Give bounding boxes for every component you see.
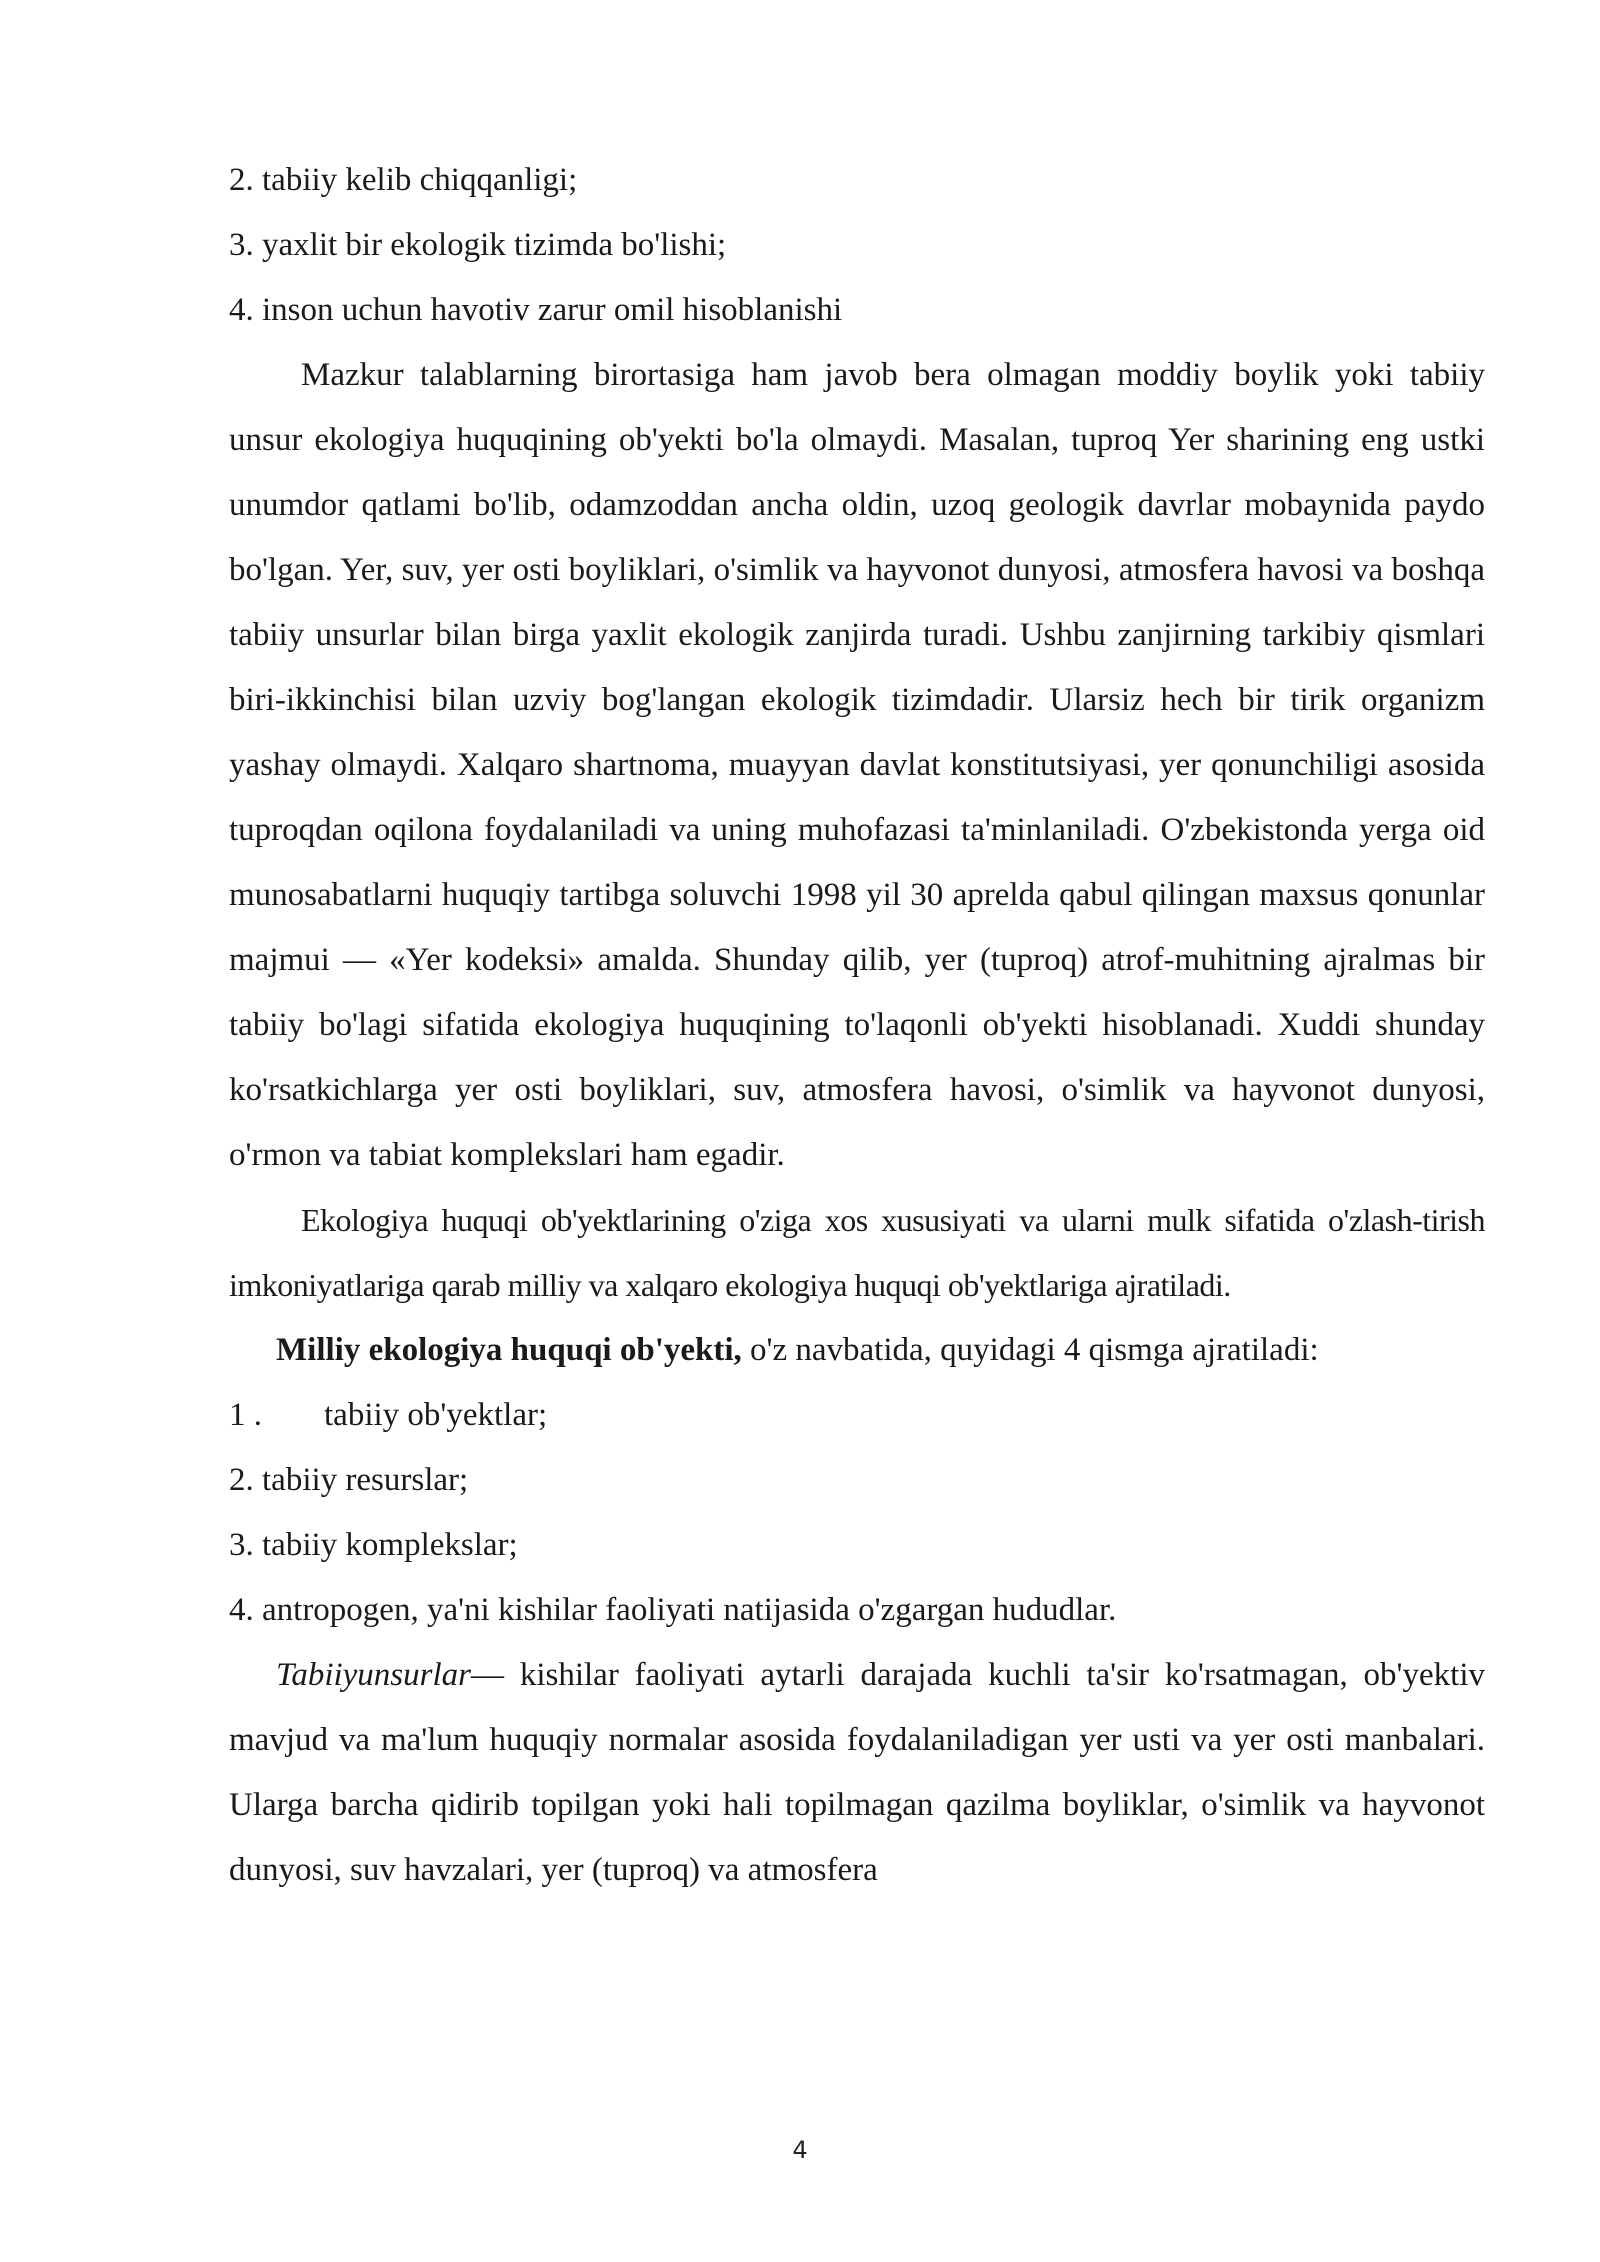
paragraph-text: o'z navbatida, quyidagi 4 qismga ajratiladi:	[741, 1332, 1319, 1368]
list-text: inson uchun havotiv zarur omil hisoblanishi	[262, 292, 843, 328]
list-number: 1 .	[229, 1397, 262, 1433]
list-number: 2.	[229, 1462, 254, 1498]
list-item	[229, 1513, 1485, 1578]
bold-term: Milliy ekologiya huquqi ob'yekti,	[276, 1332, 742, 1368]
list-item	[229, 213, 1485, 278]
body-paragraph-4	[229, 1643, 1485, 1903]
list-item	[229, 148, 1485, 213]
list-number: 3.	[229, 1527, 254, 1563]
list-item	[229, 278, 1485, 343]
list-text: tabiiy ob'yektlar;	[324, 1397, 548, 1433]
list-text: tabiiy resurslar;	[262, 1462, 469, 1498]
list-number: 3.	[229, 227, 254, 263]
italic-term: Tabiiyunsurlar	[276, 1657, 472, 1693]
body-paragraph-3	[229, 1318, 1485, 1383]
list-item	[229, 1383, 1485, 1448]
list-text: tabiiy komplekslar;	[262, 1527, 518, 1563]
list-text: tabiiy kelib chiqqanligi;	[262, 162, 578, 198]
list-text: yaxlit bir ekologik tizimda bo'lishi;	[262, 227, 727, 263]
list-number: 4.	[229, 292, 254, 328]
page-number: 4	[792, 2136, 808, 2164]
list-item	[229, 1448, 1485, 1513]
page-content	[229, 148, 1485, 1903]
body-paragraph-1: Mazkur talablarning birortasiga ham javob bera olmagan moddiy boylik yoki tabiiy unsur ekologiya huquqining ob'yekti bo'la olmaydi. Masalan, tuproq Yer sharining eng ustki unumdor qatlami bo'lib, odamzoddan ancha oldin, uzoq geologik davrlar mobaynida paydo bo'lgan. Yer, suv, yer osti boyliklari, o'simlik va hayvonot dunyosi, atmosfera havosi va boshqa tabiiy unsurlar bilan birga yaxlit ekologik zanjirda turadi. Ushbu zanjirning tarkibiy qismlari biri-ikkinchisi bilan uzviy bog'langan ekologik tizimdadir. Ularsiz hech bir tirik organizm yashay olmaydi. Xalqaro shartnoma, muayyan davlat konstitutsiyasi, yer qonunchiligi asosida tuproqdan oqilona foydalaniladi va uning muhofazasi ta'minlaniladi. O'zbekistonda yerga oid munosabatlarni huquqiy tartibga soluvchi 1998 yil 30 aprelda qabul qilingan maxsus qonunlar majmui — «Yer kodeksi» amalda. Shunday qilib, yer (tuproq) atrof-muhitning ajralmas bir tabiiy bo'lagi sifatida ekologiya huquqining to'laqonli ob'yekti hisoblanadi. Xuddi shunday ko'rsatkichlarga yer osti boyliklari, suv, atmosfera havosi, o'simlik va hayvonot dunyosi, o'rmon va tabiat komplekslari ham egadir.	[229, 357, 1485, 1173]
paragraph-text: — kishilar faoliyati aytarli darajada kuchli ta'sir ko'rsatmagan, ob'yektiv mavjud va ma'lum huquqiy normalar asosida foydalaniladigan yer usti va yer osti manbalari. Ularga barcha qidirib topilgan yoki hali topilmagan qazilma boyliklar, o'simlik va hayvonot dunyosi, suv havzalari, yer (tuproq) va atmosfera	[229, 1657, 1485, 1888]
list-text: antropogen, ya'ni kishilar faoliyati natijasida o'zgargan hududlar.	[262, 1592, 1117, 1628]
list-number: 2.	[229, 162, 254, 198]
list-item	[229, 1578, 1485, 1643]
list-number: 4.	[229, 1592, 254, 1628]
body-paragraph-2: Ekologiya huquqi ob'yektlarining o'ziga xos xususiyati va ularni mulk sifatida o'zlash-tirish imkoniyatlariga qarab milliy va xalqaro ekologiya huquqi ob'yektlariga ajratiladi.	[229, 1202, 1485, 1303]
